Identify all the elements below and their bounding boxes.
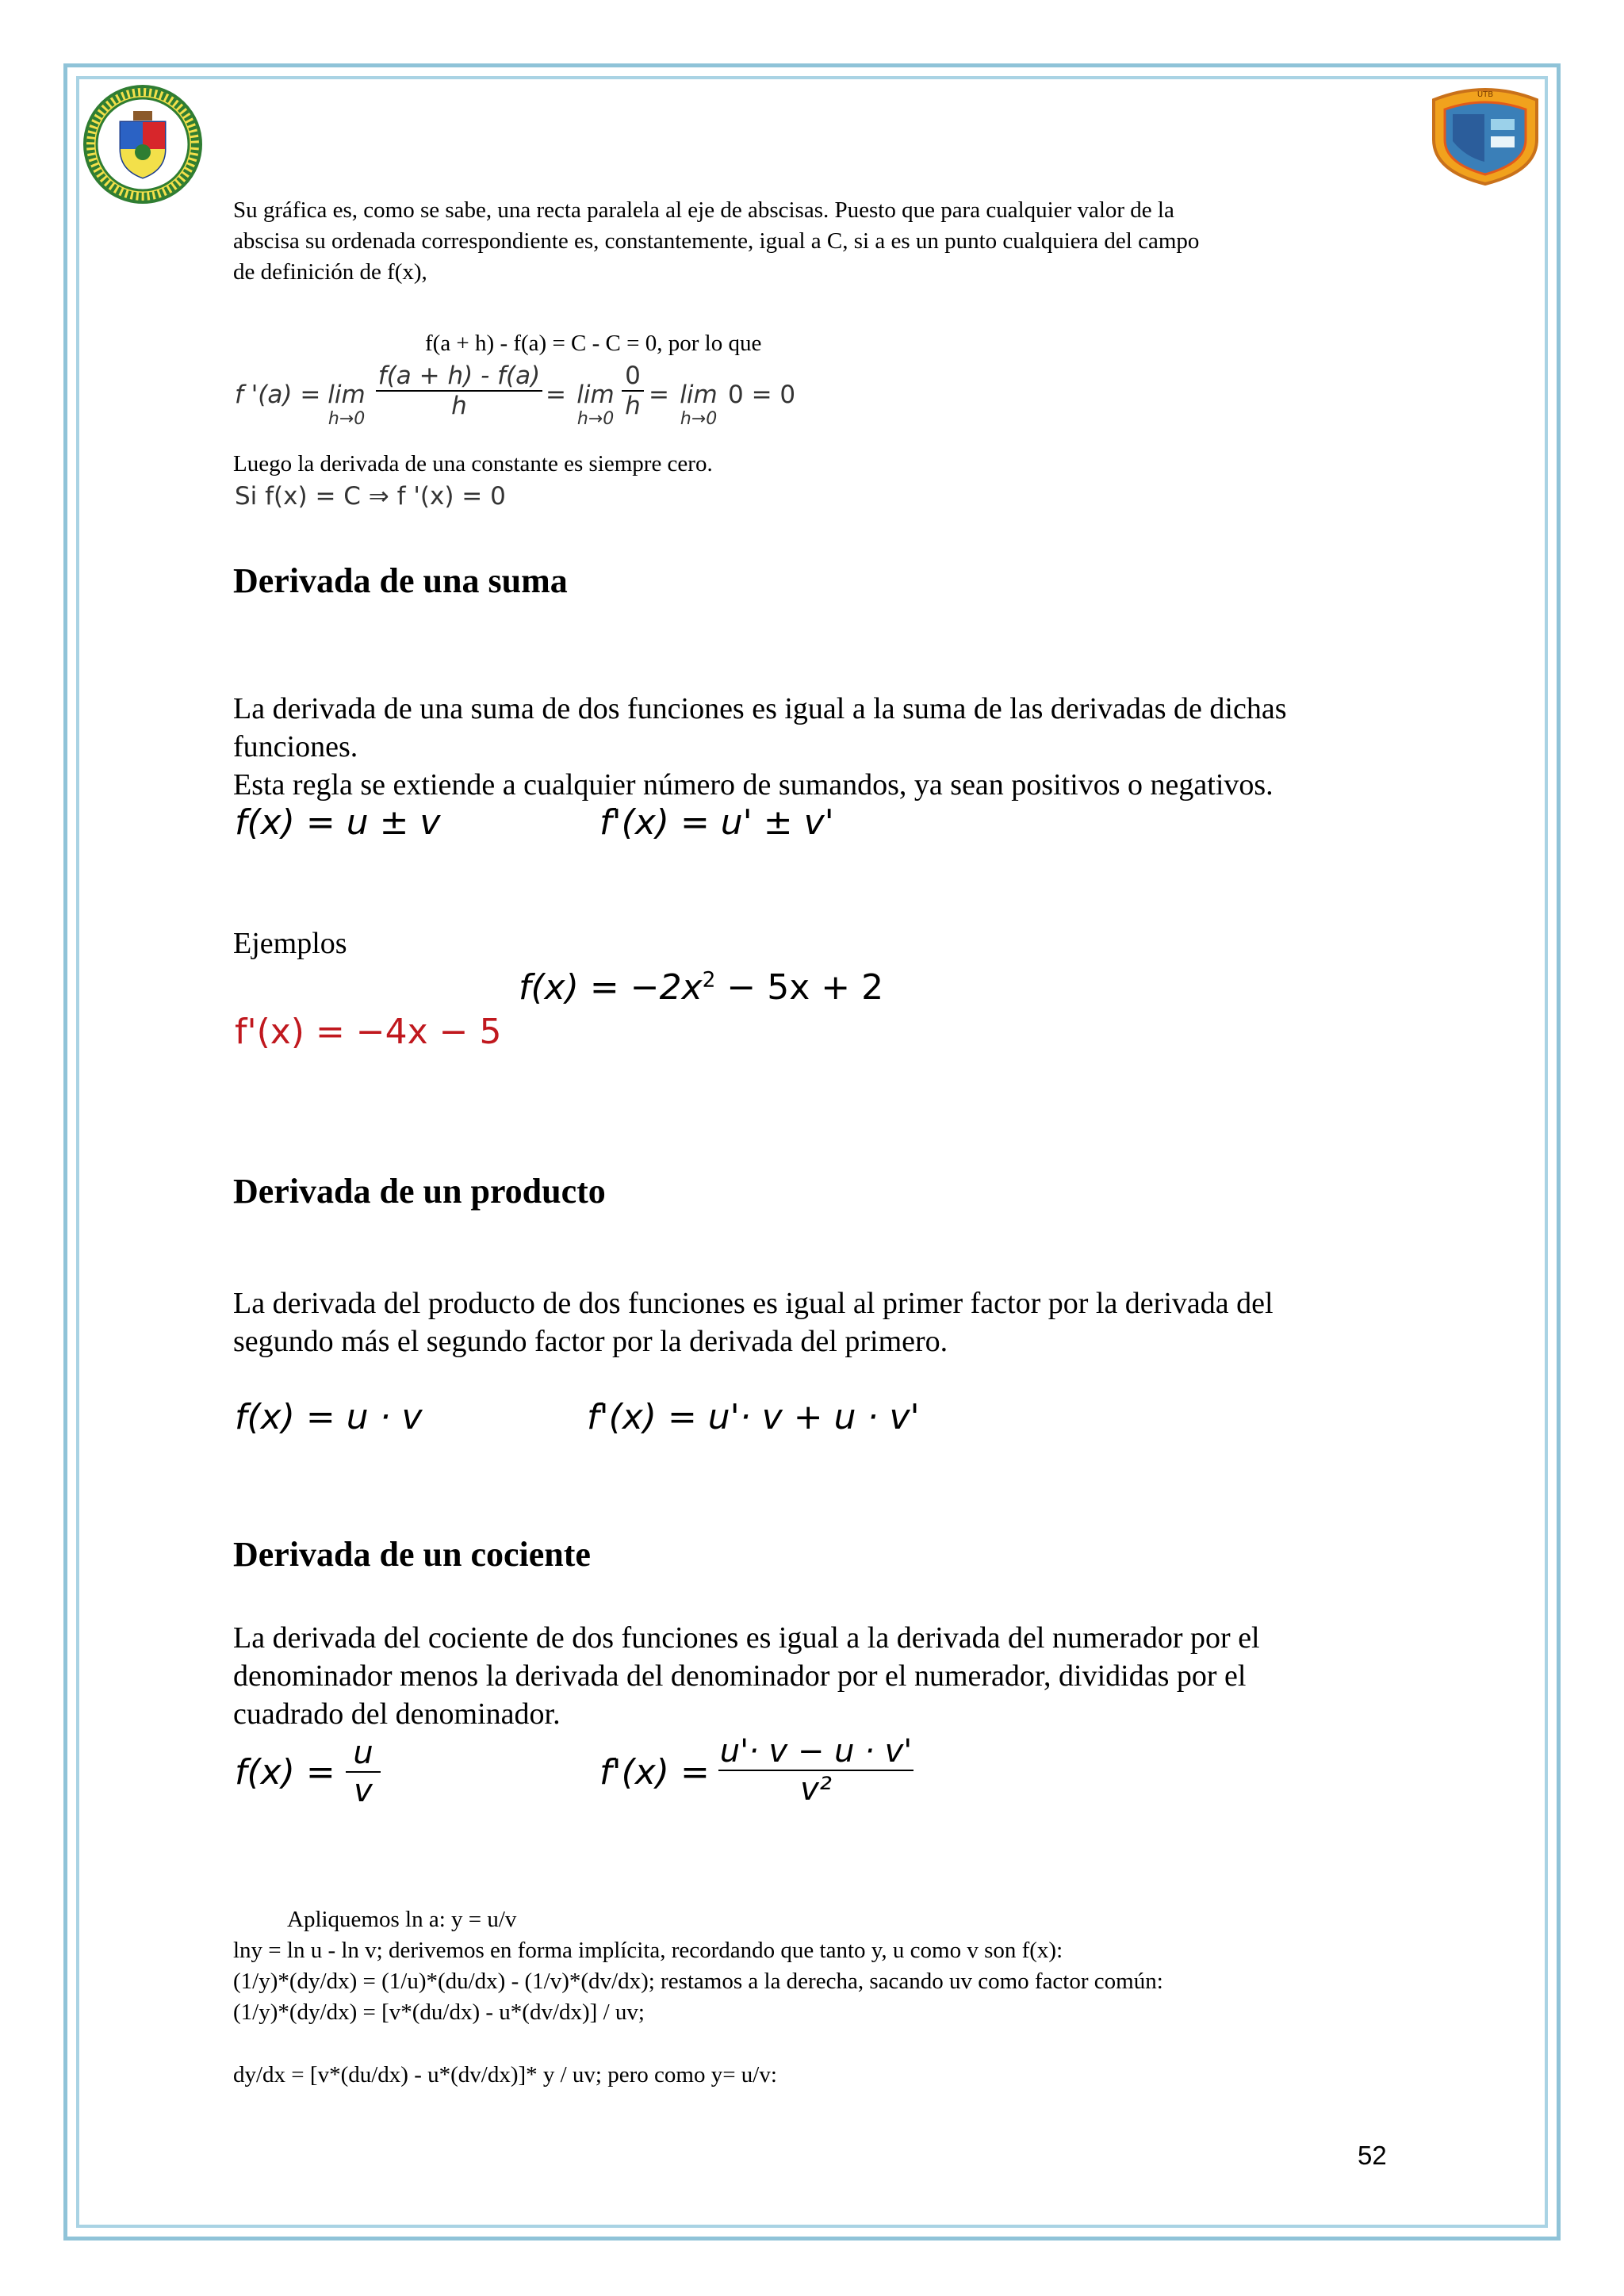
limit-operator-1: lim h→0 [327,381,366,429]
limit-fraction-1: f(a + h) - f(a) h [376,362,542,420]
crest-text: UTB [1477,90,1494,99]
cociente-function-fraction: u v [346,1735,381,1809]
suma-formula-derivative: f'(x) = u' ± v' [599,802,834,843]
cociente-line-4: (1/y)*(dy/dx) = [v*(du/dx) - u*(dv/dx)] / uv; [233,1999,645,2025]
producto-formula-function: f(x) = u · v [235,1397,423,1437]
constant-conclusion: Luego la derivada de una constante es siempre cero. [233,451,713,476]
limit-lhs: f '(a) = [235,381,321,409]
intro-line-3: de definición de f(x), [233,259,427,285]
example-derivative: f'(x) = −4x − 5 [235,1012,502,1052]
constant-equation-text: f(a + h) - f(a) = C - C = 0, por lo que [425,331,762,356]
cociente-line-2: lny = ln u - ln v; derivemos en forma implícita, recordando que tanto y, u como v son f(x): [233,1938,1063,1963]
intro-line-1: Su gráfica es, como se sabe, una recta paralela al eje de abscisas. Puesto que para cualquier valor de la [233,197,1174,223]
university-seal-logo [82,84,203,205]
cociente-derivative-lhs: f'(x) = [599,1752,710,1793]
suma-paragraph-3: Esta regla se extiende a cualquier número de sumandos, ya sean positivos o negativos. [233,768,1274,802]
suma-formula-function: f(x) = u ± v [235,802,441,843]
cociente-paragraph-2: denominador menos la derivada del denominador por el numerador, divididas por el [233,1659,1247,1693]
examples-label: Ejemplos [233,927,347,960]
heading-cociente: Derivada de un cociente [233,1535,591,1574]
faculty-crest-logo [1426,82,1545,186]
cociente-paragraph-1: La derivada del cociente de dos funciones es igual a la derivada del numerador por el [233,1621,1260,1655]
example-function: $f(x) = -2x^2 - 5x + 2$ [519,967,884,1008]
limit-fraction-2: 0 h [622,362,644,420]
heading-suma: Derivada de una suma [233,561,568,600]
cociente-function-lhs: f(x) = [235,1752,335,1793]
suma-paragraph-2: funciones. [233,730,358,763]
limit-equals-1: = [546,381,566,409]
constant-rule: Si f(x) = C ⇒ f '(x) = 0 [235,482,506,511]
page-number: 52 [1358,2141,1387,2170]
limit-operator-3: lim h→0 [680,381,718,429]
heading-producto: Derivada de un producto [233,1172,606,1211]
cociente-derivative-fraction: u'· v − u · v' v² [719,1733,913,1808]
producto-paragraph-1: La derivada del producto de dos funciones es igual al primer factor por la derivada del [233,1287,1274,1320]
limit-result: 0 = 0 [728,381,796,409]
limit-operator-2: lim h→0 [576,381,615,429]
cociente-line-5: dy/dx = [v*(du/dx) - u*(dv/dx)]* y / uv; pero como y= u/v: [233,2062,777,2087]
producto-paragraph-2: segundo más el segundo factor por la derivada del primero. [233,1325,948,1358]
producto-formula-derivative: f'(x) = u'· v + u · v' [587,1397,920,1437]
suma-paragraph-1: La derivada de una suma de dos funciones es igual a la suma de las derivadas de dichas [233,692,1287,725]
intro-line-2: abscisa su ordenada correspondiente es, constantemente, igual a C, si a es un punto cualquiera del campo [233,228,1200,254]
cociente-paragraph-3: cuadrado del denominador. [233,1697,561,1731]
cociente-line-3: (1/y)*(dy/dx) = (1/u)*(du/dx) - (1/v)*(dv/dx); restamos a la derecha, sacando uv como factor común: [233,1969,1163,1994]
limit-equals-2: = [649,381,669,409]
cociente-line-1: Apliquemos ln a: y = u/v [287,1907,517,1932]
